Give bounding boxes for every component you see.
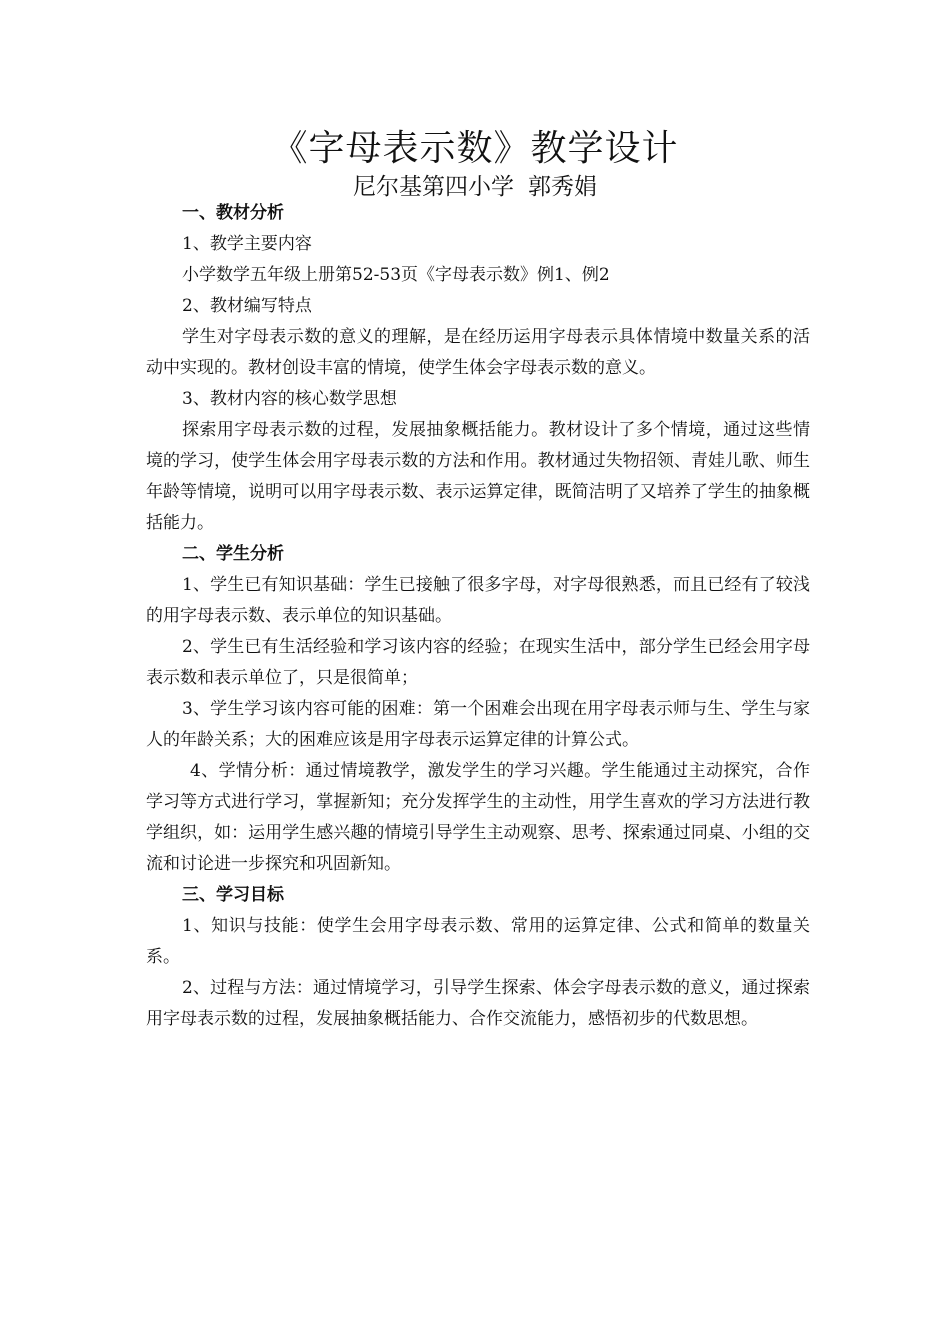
paragraph-objective-process: 2、过程与方法：通过情境学习，引导学生探索、体会字母表示数的意义，通过探索用字母表示数的过程，发展抽象概括能力、合作交流能力，感悟初步的代数思想。 xyxy=(146,978,810,1029)
section-heading-materials: 一、教材分析 xyxy=(182,203,284,223)
author-name: 郭秀娟 xyxy=(528,174,597,200)
paragraph-student-experience: 2、学生已有生活经验和学习该内容的经验；在现实生活中，部分学生已经会用字母表示数和表示单位了，只是很简单； xyxy=(146,637,810,688)
paragraph-learning-analysis: 4、学情分析：通过情境教学，激发学生的学习兴趣。学生能通过主动探究，合作学习等方式进行学习，掌握新知；充分发挥学生的主动性，用学生喜欢的学习方法进行教学组织，如：运用学生感兴趣的情境引导学生主动观察、思考、探索通过同桌、小组的交流和讨论进一步探究和巩固新知。 xyxy=(146,761,810,874)
document-body xyxy=(146,198,810,1035)
paragraph-student-difficulty: 3、学生学习该内容可能的困难：第一个困难会出现在用字母表示师与生、学生与家人的年龄关系；大的困难应该是用字母表示运算定律的计算公式。 xyxy=(146,699,810,750)
paragraph-main-content: 小学数学五年级上册第52-53页《字母表示数》例1、例2 xyxy=(182,265,610,285)
paragraph-core-idea: 探索用字母表示数的过程，发展抽象概括能力。教材设计了多个情境，通过这些情境的学习，使学生体会用字母表示数的方法和作用。教材通过失物招领、青娃儿歌、师生年龄等情境，说明可以用字母表示数、表示运算定律，既简洁明了又培养了学生的抽象概括能力。 xyxy=(146,420,810,533)
section-heading-students: 二、学生分析 xyxy=(182,544,284,564)
subheading-core-idea: 3、教材内容的核心数学思想 xyxy=(182,389,397,409)
subheading-features: 2、教材编写特点 xyxy=(182,296,312,316)
section-heading-objectives: 三、学习目标 xyxy=(182,885,284,905)
subheading-main-content: 1、教学主要内容 xyxy=(182,234,312,254)
document-title: 《字母表示数》教学设计 xyxy=(271,128,679,169)
school-name: 尼尔基第四小学 xyxy=(353,174,514,200)
paragraph-objective-knowledge: 1、知识与技能：使学生会用字母表示数、常用的运算定律、公式和简单的数量关系。 xyxy=(146,916,810,967)
paragraph-student-knowledge: 1、学生已有知识基础：学生已接触了很多字母，对字母很熟悉，而且已经有了较浅的用字母表示数、表示单位的知识基础。 xyxy=(146,575,810,626)
paragraph-features: 学生对字母表示数的意义的理解，是在经历运用字母表示具体情境中数量关系的活动中实现的。教材创设丰富的情境，使学生体会字母表示数的意义。 xyxy=(146,327,810,378)
